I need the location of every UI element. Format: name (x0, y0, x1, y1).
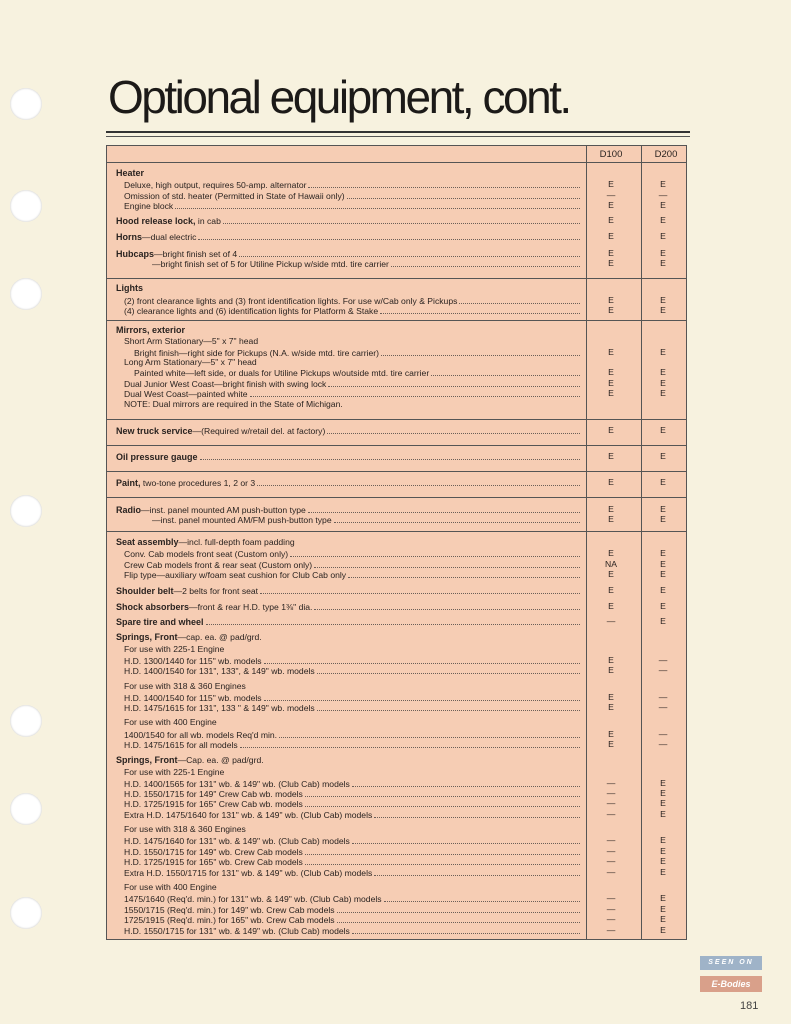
row-label: H.D. 1300/1440 for 115" wb. models (124, 656, 262, 666)
table-row (116, 755, 584, 765)
table-row (124, 665, 584, 676)
binder-hole (10, 705, 42, 737)
table-row (116, 632, 584, 642)
value-d100: E (608, 258, 614, 268)
row-label: 1550/1715 (Req'd. min.) for 149" wb. Crew Cab models (124, 905, 335, 915)
dot-leader (431, 367, 580, 376)
table-row (124, 569, 584, 580)
binder-hole (10, 278, 42, 310)
dot-leader (290, 548, 580, 557)
row-label: Deluxe, high output, requires 50-amp. alternator (124, 180, 307, 190)
table-row (124, 336, 584, 346)
value-d200: — (658, 655, 668, 665)
table-row (124, 767, 584, 777)
value-d100: — (606, 778, 616, 788)
logo-top-text: SEEN ON (700, 956, 762, 970)
value-d200: E (660, 378, 666, 388)
table-row (116, 601, 584, 612)
table-row (124, 925, 584, 936)
dot-leader (459, 295, 580, 304)
row-label: Shock absorbers—front & rear H.D. type 1⅜" dia. (116, 602, 313, 612)
row-label: Flip type—auxiliary w/foam seat cushion for Club Cab only (124, 570, 347, 580)
value-d200: E (660, 778, 666, 788)
value-d100: E (608, 702, 614, 712)
value-d200: E (660, 788, 666, 798)
value-d100: — (606, 798, 616, 808)
dot-leader (198, 231, 580, 240)
value-d200: E (660, 347, 666, 357)
row-label: Short Arm Stationary—5" x 7" head (124, 336, 259, 346)
table-row (124, 644, 584, 654)
row-label: Engine block (124, 201, 174, 211)
dot-leader (226, 767, 580, 775)
dot-leader (146, 168, 580, 176)
dot-leader (381, 347, 580, 356)
dot-leader (327, 425, 580, 434)
value-d200: E (660, 200, 666, 210)
value-d100: E (608, 425, 614, 435)
row-label: Mirrors, exterior (116, 325, 186, 335)
value-d100: E (608, 601, 614, 611)
value-d200: — (658, 739, 668, 749)
dot-leader (391, 258, 580, 267)
dot-leader (328, 378, 580, 387)
row-label: Horns—dual electric (116, 232, 197, 242)
row-label: Bright finish—right side for Pickups (N.A. w/side mtd. tire carrier) (134, 348, 379, 358)
dot-leader (352, 925, 580, 934)
value-d100: — (606, 867, 616, 877)
dot-leader (219, 717, 580, 725)
value-d200: E (660, 856, 666, 866)
dot-leader (314, 559, 580, 568)
row-label: Heater (116, 168, 145, 178)
value-d100: — (606, 893, 616, 903)
page-number: 181 (740, 1000, 759, 1012)
table-row (124, 835, 584, 846)
row-label: H.D. 1725/1915 for 165" Crew Cab wb. models (124, 799, 303, 809)
table-row (124, 179, 584, 190)
row-label: —inst. panel mounted AM/FM push-button type (152, 515, 332, 525)
row-label: Hubcaps—bright finish set of 4 (116, 249, 238, 259)
value-d100: E (608, 367, 614, 377)
value-d200: E (660, 925, 666, 935)
table-row (124, 893, 584, 904)
dot-leader (264, 655, 580, 664)
value-d100: E (608, 739, 614, 749)
dot-leader (384, 893, 580, 902)
value-d100: E (608, 179, 614, 189)
table-row (124, 798, 584, 809)
value-d100: E (608, 451, 614, 461)
row-label: Shoulder belt—2 belts for front seat (116, 586, 259, 596)
column-header-d100: D100 (599, 149, 623, 160)
row-label: Hood release lock, in cab (116, 216, 221, 226)
row-label: H.D. 1550/1715 for 131" wb. & 149" wb. (Club Cab) models (124, 926, 350, 936)
row-label: H.D. 1400/1540 for 115" wb. models (124, 693, 262, 703)
value-d200: E (660, 215, 666, 225)
row-label: Dual West Coast—painted white (124, 389, 248, 399)
value-d200: E (660, 295, 666, 305)
row-label: Extra H.D. 1475/1640 for 131" wb. & 149" wb. (Club Cab) models (124, 810, 373, 820)
dot-leader (219, 882, 580, 890)
value-d200: E (660, 585, 666, 595)
value-d200: — (658, 692, 668, 702)
table-row (124, 200, 584, 211)
dot-leader (348, 569, 580, 578)
logo-bottom-text: E-Bodies (700, 976, 762, 992)
table-row (116, 168, 584, 178)
value-d100: E (608, 514, 614, 524)
title-rule-thin (106, 136, 690, 137)
value-d200: E (660, 569, 666, 579)
value-d200: E (660, 867, 666, 877)
table-row (124, 882, 584, 892)
section-divider (106, 445, 687, 446)
table-row (116, 283, 584, 293)
value-d200: E (660, 388, 666, 398)
dot-leader (266, 755, 580, 763)
value-d200: — (658, 190, 668, 200)
table-row (124, 357, 584, 367)
value-d200: E (660, 451, 666, 461)
value-d200: — (658, 729, 668, 739)
dot-leader (380, 305, 580, 314)
dot-leader (260, 585, 580, 594)
value-d100: E (608, 388, 614, 398)
watermark-logo (700, 956, 762, 998)
table-row (116, 477, 584, 488)
row-label: Crew Cab models front & rear seat (Custom only) (124, 560, 313, 570)
row-label: Extra H.D. 1550/1715 for 131" wb. & 149" wb. (Club Cab) models (124, 868, 373, 878)
row-label: Springs, Front—cap. ea. @ pad/grd. (116, 632, 262, 642)
value-d200: E (660, 548, 666, 558)
table-row (124, 809, 584, 820)
section-divider (106, 320, 687, 321)
value-d200: E (660, 893, 666, 903)
table-row (134, 367, 584, 378)
row-label: Seat assembly—incl. full-depth foam padding (116, 537, 295, 547)
row-label: H.D. 1475/1615 for 131", 133 " & 149" wb. models (124, 703, 315, 713)
value-d200: — (658, 702, 668, 712)
dot-leader (374, 809, 580, 818)
table-row (116, 451, 584, 462)
value-d200: E (660, 504, 666, 514)
binder-hole (10, 88, 42, 120)
dot-leader (317, 665, 580, 674)
row-label: 1475/1640 (Req'd. min.) for 131" wb. & 149" wb. (Club Cab) models (124, 894, 382, 904)
dot-leader (264, 692, 580, 701)
value-d200: E (660, 258, 666, 268)
value-d200: — (658, 665, 668, 675)
value-d200: E (660, 514, 666, 524)
table-row (124, 399, 584, 409)
dot-leader (257, 477, 580, 486)
value-d200: E (660, 231, 666, 241)
row-label: Lights (116, 283, 143, 293)
dot-leader (305, 856, 580, 865)
table-row (124, 856, 584, 867)
page-title: Optional equipment, cont. (108, 71, 570, 123)
value-d100: E (608, 655, 614, 665)
row-label: Radio—inst. panel mounted AM push-button type (116, 505, 306, 515)
value-d100: E (608, 504, 614, 514)
row-label: For use with 318 & 360 Engines (124, 681, 246, 691)
table-row (124, 548, 584, 559)
dot-leader (305, 788, 580, 797)
row-label: H.D. 1475/1640 for 131" wb. & 149" wb. (Club Cab) models (124, 836, 350, 846)
table-row (116, 325, 584, 335)
value-d100: E (608, 585, 614, 595)
row-label: Conv. Cab models front seat (Custom only) (124, 549, 289, 559)
value-d200: E (660, 846, 666, 856)
dot-leader (352, 778, 580, 787)
table-row (116, 616, 584, 627)
value-d200: E (660, 835, 666, 845)
value-d100: E (608, 305, 614, 315)
binder-hole (10, 897, 42, 929)
row-label: (4) clearance lights and (6) identification lights for Platform & Stake (124, 306, 379, 316)
row-label: Paint, two-tone procedures 1, 2 or 3 (116, 478, 256, 488)
binder-hole (10, 190, 42, 222)
value-d100: E (608, 231, 614, 241)
table-row (124, 388, 584, 399)
value-d200: E (660, 477, 666, 487)
table-row (152, 514, 584, 525)
section-divider (106, 471, 687, 472)
row-label: Oil pressure gauge (116, 452, 198, 462)
value-d100: — (606, 846, 616, 856)
dot-leader (347, 190, 580, 199)
row-label: For use with 400 Engine (124, 882, 217, 892)
value-d200: E (660, 179, 666, 189)
row-label: —bright finish set of 5 for Utiline Pickup w/side mtd. tire carrier (152, 259, 389, 269)
table-row (124, 305, 584, 316)
value-d100: E (608, 569, 614, 579)
table-row (124, 702, 584, 713)
dot-leader (337, 904, 580, 913)
value-d100: E (608, 692, 614, 702)
table-row (116, 231, 584, 242)
row-label: NOTE: Dual mirrors are required in the State of Michigan. (124, 399, 343, 409)
dot-leader (279, 729, 580, 738)
value-d100: E (608, 477, 614, 487)
dot-leader (259, 357, 580, 365)
value-d200: E (660, 798, 666, 808)
row-label: 1725/1915 (Req'd. min.) for 165" wb. Crew Cab models (124, 915, 335, 925)
value-d200: E (660, 904, 666, 914)
value-d100: E (608, 548, 614, 558)
row-label: H.D. 1400/1540 for 131", 133", & 149" wb. models (124, 666, 315, 676)
dot-leader (248, 681, 580, 689)
column-header-d200: D200 (654, 149, 678, 160)
value-d100: E (608, 215, 614, 225)
value-d100: — (606, 809, 616, 819)
row-label: H.D. 1725/1915 for 165" wb. Crew Cab models (124, 857, 303, 867)
dot-leader (374, 867, 580, 876)
table-row (124, 717, 584, 727)
row-label: Painted white—left side, or duals for Utiline Pickups w/outside mtd. tire carrier (134, 368, 430, 378)
dot-leader (250, 388, 580, 397)
value-d100: E (608, 665, 614, 675)
row-label: Springs, Front—Cap. ea. @ pad/grd. (116, 755, 264, 765)
value-d100: E (608, 378, 614, 388)
table-row (124, 914, 584, 925)
value-d100: E (608, 729, 614, 739)
dot-leader (297, 537, 580, 545)
dot-leader (345, 399, 580, 407)
table-row (116, 585, 584, 596)
dot-leader (145, 283, 580, 291)
value-d200: E (660, 248, 666, 258)
header-rule (106, 162, 687, 163)
row-label: For use with 225-1 Engine (124, 767, 225, 777)
value-d200: E (660, 809, 666, 819)
binder-hole (10, 793, 42, 825)
row-label: Omission of std. heater (Permitted in State of Hawaii only) (124, 191, 345, 201)
row-label: H.D. 1475/1615 for all models (124, 740, 238, 750)
value-d100: — (606, 925, 616, 935)
table-row (152, 258, 584, 269)
dot-leader (248, 824, 580, 832)
row-label: Long Arm Stationary—5" x 7" head (124, 357, 257, 367)
table-row (124, 824, 584, 834)
value-d100: — (606, 904, 616, 914)
value-d200: E (660, 559, 666, 569)
row-label: Spare tire and wheel (116, 617, 204, 627)
table-row (116, 537, 584, 547)
dot-leader (200, 451, 580, 460)
value-d100: — (606, 190, 616, 200)
dot-leader (239, 248, 580, 257)
dot-leader (314, 601, 580, 610)
row-label: For use with 400 Engine (124, 717, 217, 727)
dot-leader (352, 835, 580, 844)
value-d100: E (608, 200, 614, 210)
dot-leader (308, 179, 580, 188)
value-d200: E (660, 367, 666, 377)
value-d200: E (660, 305, 666, 315)
value-d100: NA (605, 559, 617, 569)
dot-leader (187, 325, 580, 333)
value-d100: — (606, 835, 616, 845)
section-divider (106, 531, 687, 532)
binder-hole (10, 495, 42, 527)
row-label: 1400/1540 for all wb. models Req'd min. (124, 730, 278, 740)
table-row (124, 681, 584, 691)
value-d200: E (660, 616, 666, 626)
dot-leader (226, 644, 580, 652)
table-row (124, 739, 584, 750)
dot-leader (308, 504, 580, 513)
row-label: Dual Junior West Coast—bright finish with swing lock (124, 379, 327, 389)
section-divider (106, 419, 687, 420)
dot-leader (337, 914, 580, 923)
value-d200: E (660, 601, 666, 611)
value-d200: E (660, 914, 666, 924)
dot-leader (305, 846, 580, 855)
section-divider (106, 278, 687, 279)
dot-leader (240, 739, 580, 748)
value-d100: — (606, 788, 616, 798)
table-row (116, 215, 584, 226)
dot-leader (264, 632, 580, 640)
value-d100: E (608, 347, 614, 357)
table-row (116, 425, 584, 436)
dot-leader (223, 215, 580, 224)
table-row (124, 867, 584, 878)
row-label: H.D. 1400/1565 for 131" wb. & 149" wb. (Club Cab) models (124, 779, 350, 789)
value-d100: — (606, 914, 616, 924)
value-d100: — (606, 856, 616, 866)
row-label: New truck service—(Required w/retail del. at factory) (116, 426, 326, 436)
row-label: (2) front clearance lights and (3) front identification lights. For use w/Cab only & Pickups (124, 296, 458, 306)
row-label: H.D. 1550/1715 for 149" Crew Cab wb. models (124, 789, 303, 799)
value-d200: E (660, 425, 666, 435)
dot-leader (305, 798, 580, 807)
row-label: H.D. 1550/1715 for 149" wb. Crew Cab models (124, 847, 303, 857)
dot-leader (334, 514, 580, 523)
value-d100: E (608, 248, 614, 258)
value-d100: — (606, 616, 616, 626)
row-label: For use with 225-1 Engine (124, 644, 225, 654)
dot-leader (317, 702, 580, 711)
dot-leader (260, 336, 580, 344)
dot-leader (175, 200, 580, 209)
section-divider (106, 497, 687, 498)
row-label: For use with 318 & 360 Engines (124, 824, 246, 834)
dot-leader (206, 616, 580, 625)
value-d100: E (608, 295, 614, 305)
title-rule (106, 131, 690, 133)
